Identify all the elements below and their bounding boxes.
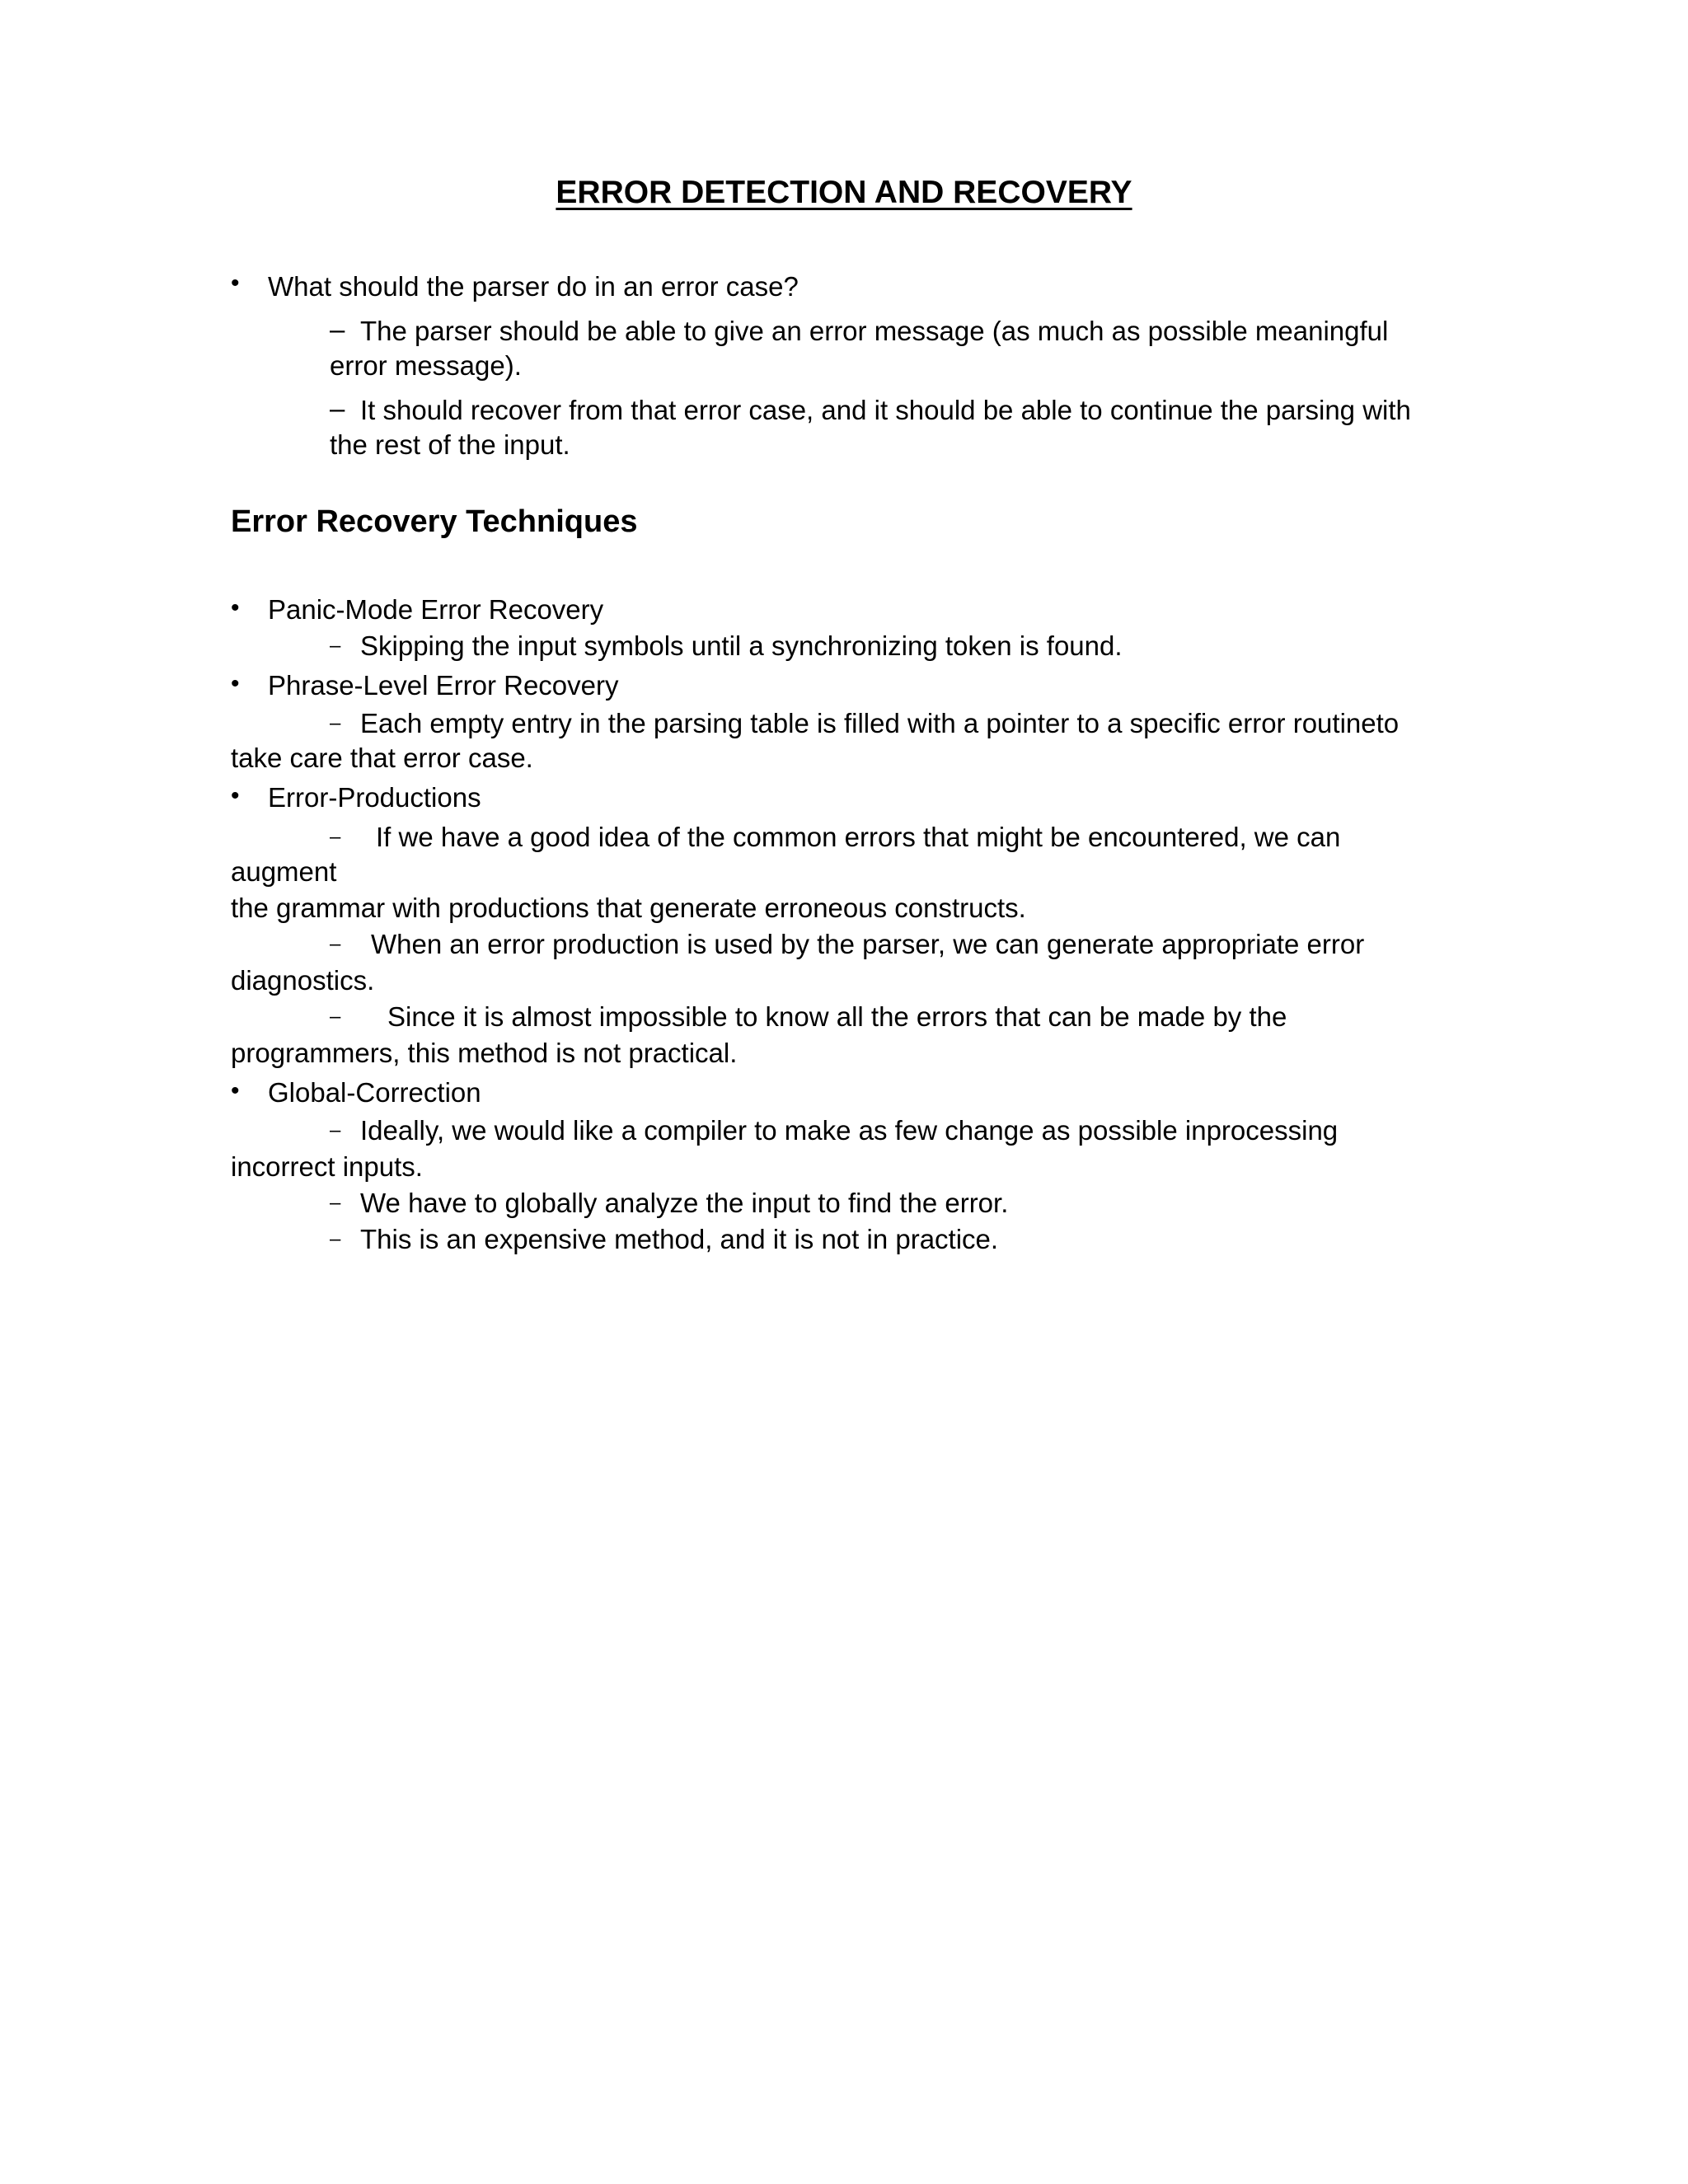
technique-global-item2: We have to globally analyze the input to find the error.	[360, 1188, 1009, 1218]
bullet-icon: •	[231, 782, 240, 809]
dash-icon: –	[330, 635, 341, 657]
intro-question: What should the parser do in an error case?	[268, 271, 799, 302]
section-heading: Error Recovery Techniques	[231, 504, 638, 539]
dash-icon: –	[330, 1005, 341, 1028]
technique-global-item3: This is an expensive method, and it is not in practice.	[360, 1224, 999, 1254]
dash-icon: –	[330, 1119, 341, 1141]
technique-panic-label: Panic-Mode Error Recovery	[268, 594, 604, 625]
technique-global-label: Global-Correction	[268, 1077, 481, 1108]
technique-phrase-item1-line2: take care that error case.	[231, 743, 533, 773]
technique-productions-item3-line1: Since it is almost impossible to know all the errors that can be made by the	[387, 1001, 1287, 1032]
technique-phrase-item1-line1: Each empty entry in the parsing table is filled with a pointer to a specific error routineto	[360, 708, 1400, 738]
dash-icon: –	[330, 314, 345, 344]
bullet-icon: •	[231, 670, 240, 697]
technique-productions-item3-line2: programmers, this method is not practical.	[231, 1038, 738, 1068]
intro-sub2-line2: the rest of the input.	[330, 429, 570, 460]
bullet-icon: •	[231, 594, 240, 621]
bullet-icon: •	[231, 1077, 240, 1104]
dash-icon: –	[330, 1192, 341, 1214]
dash-icon: –	[330, 933, 341, 955]
technique-productions-label: Error-Productions	[268, 782, 481, 813]
technique-global-item1-line1: Ideally, we would like a compiler to make as few change as possible inprocessing	[360, 1115, 1339, 1146]
technique-productions-item2-line1: When an error production is used by the parser, we can generate appropriate error	[371, 929, 1365, 959]
page-title: ERROR DETECTION AND RECOVERY	[556, 175, 1132, 210]
technique-productions-item1-line1: If we have a good idea of the common errors that might be encountered, we can	[376, 822, 1341, 852]
technique-productions-item1-line2: augment	[231, 856, 337, 887]
dash-icon: –	[330, 712, 341, 734]
dash-icon: –	[330, 826, 341, 848]
bullet-icon: •	[231, 269, 240, 297]
intro-sub2-line1: It should recover from that error case, and it should be able to continue the parsing with	[360, 395, 1411, 425]
technique-productions-item2-line2: diagnostics.	[231, 965, 375, 996]
technique-panic-item1: Skipping the input symbols until a synchronizing token is found.	[360, 630, 1123, 661]
intro-sub1-line2: error message).	[330, 350, 522, 381]
intro-sub1-line1: The parser should be able to give an error message (as much as possible meaningful	[360, 316, 1389, 346]
dash-icon: –	[330, 1228, 341, 1250]
technique-productions-item1-line3: the grammar with productions that generate erroneous constructs.	[231, 893, 1026, 923]
technique-global-item1-line2: incorrect inputs.	[231, 1151, 423, 1182]
technique-phrase-label: Phrase-Level Error Recovery	[268, 670, 619, 701]
dash-icon: –	[330, 393, 345, 424]
